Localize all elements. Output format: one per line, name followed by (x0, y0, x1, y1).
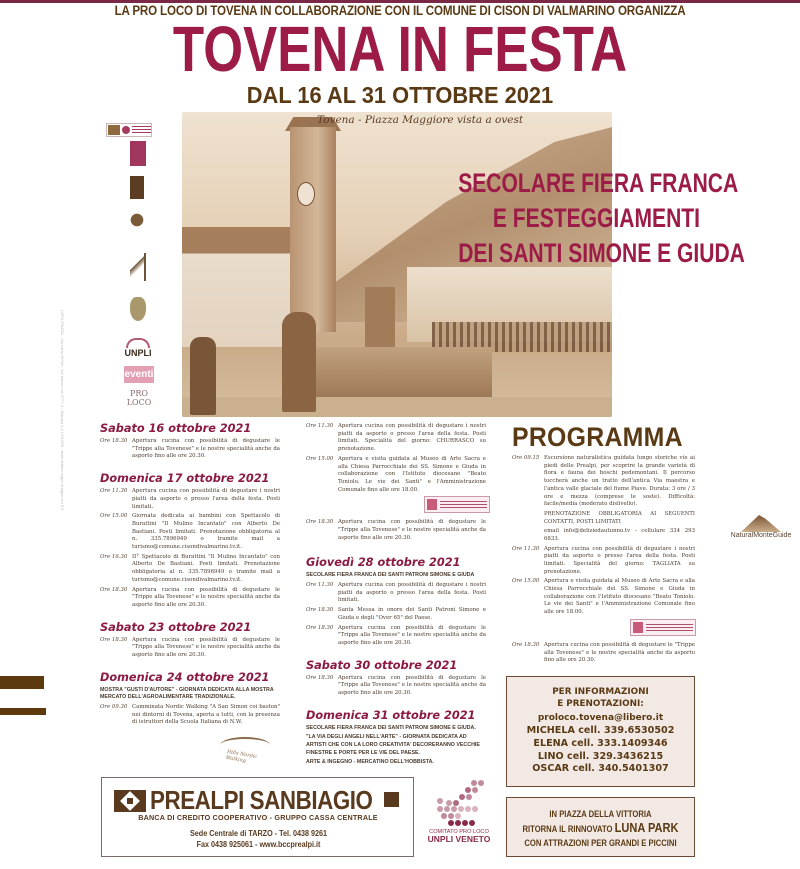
printer-credit (704, 800, 709, 850)
contact-email[interactable]: proloco.tovena@libero.it (537, 713, 664, 723)
contact-phone: ELENA cell. 333.1409346 (533, 737, 668, 749)
program-column-1 (100, 422, 280, 767)
event-dates: DAL 16 AL 31 OTTOBRE 2021 (246, 82, 554, 108)
natural-monte-guide-logo: NaturalMonteGuide (726, 515, 796, 555)
day-note: ARTE & INGEGNO - MERCATINO DELL'HOBBISTA. (306, 759, 434, 766)
unpli-logo-icon: UNPLI (122, 338, 154, 360)
clock-icon (297, 182, 315, 206)
sponsor-box: PREALPI SANBIAGIO BANCA DI CREDITO COOPERATIVO - GRUPPO CASSA CENTRALE Sede Centrale di TARZO - Tel. 0438 9261 Fax 0438 925061 - www.bccprealpi.it (101, 777, 414, 857)
programma-heading: PROGRAMMA (512, 422, 683, 452)
eventi-logo-icon: eventi (124, 366, 154, 383)
consorzio-pro-loco-logo-icon (130, 253, 146, 281)
event-item: Ore 18.30 Apertura cucina con possibilità di degustare le "Trippe alla Tovenese" e le nostre specialità anche da asporto fino alle ore 20.30. (100, 586, 280, 608)
program-column-3 (512, 423, 695, 667)
event-item: Ore 11.30 Apertura cucina con possibilità di degustare i nostri piatti da asporto o presso l'area della festa. Posti limitati. (306, 582, 486, 604)
day-title: Sabato 30 ottobre 2021 (306, 658, 458, 672)
day-title: Domenica 31 ottobre 2021 (306, 708, 476, 722)
contact-phone: OSCAR cell. 340.5401307 (532, 763, 669, 775)
sponsor-website[interactable]: Fax 0438 925061 - www.bccprealpi.it (196, 840, 321, 849)
mountain-icon (741, 515, 781, 532)
luna-park-box: IN PIAZZA DELLA VITTORIA RITORNA IL RINNOVATO LUNA PARK CON ATTRAZIONI PER GRANDI E PICCINI (506, 797, 695, 857)
pro-loco-tovena-logo-icon (125, 204, 149, 236)
day-title: Domenica 17 ottobre 2021 (100, 472, 270, 486)
museo-logo-icon (130, 176, 144, 199)
event-item: Ore 15.00 Giornata dedicata ai bambini con Spettacolo di Burattini "Il Mulino Incantato" con Alberto De Bastiani. Posti limitati. Prenotazione obbligatoria al n. 335.7896949 o tramite mail a turismo@comune.cisondivalmarino.tv.it. (100, 513, 280, 551)
day-note: SECOLARE FIERA FRANCA DEI SANTI PATRONI SIMONE E GIUDA (306, 572, 475, 579)
day-note: "LA VIA DEGLI ANGELI NELL'ARTE" - GIORNATA DEDICATA AD ARTISTI CHE CON LA LORO CREATIVITA' DECORERANNO VECCHIE FINESTRE E PORTE PER LE VIE DEL PAESE. (306, 734, 480, 756)
day-title: Sabato 16 ottobre 2021 (100, 422, 252, 435)
info-box: PER INFORMAZIONI E PRENOTAZIONI: proloco.tovena@libero.it MICHELA cell. 339.6530502 ELENA cell. 333.1409346 LINO cell. 329.3436215 OSCAR cell. 340.5401307 (506, 676, 695, 787)
event-item: Ore 18.30 Apertura cucina con possibilità di degustare le "Trippe alla Tovenese" e le nostre specialità anche da asporto fino alle ore 20.30. (100, 438, 280, 460)
sponsor-name: PREALPI SANBIAGIO (150, 785, 373, 815)
poster-title: TOVENA IN FESTA (172, 13, 628, 85)
nordic-walking-logo-icon: Hills Nordic Walking (212, 733, 274, 767)
event-item: Ore 18.30 Apertura cucina con possibilità di degustare le "Trippe alla Tovenese" e le nostre specialità anche da asporto fino alle ore 20.30. (306, 624, 486, 646)
booking-title: PRENOTAZIONE OBBLIGATORIA AI SEGUENTI CONTATTI, POSTI LIMITATI (544, 510, 695, 525)
day-note: MOSTRA "GUSTI D'AUTORE" - GIORNATA DEDICATA ALLA MOSTRA MERCATO DELL'AGROALIMENTARE TRADIZIONALE. (100, 686, 274, 701)
sponsor-square-icon (384, 792, 399, 807)
event-item: Ore 11.30 Apertura cucina con possibilità di degustare i nostri piatti da asporto o presso l'area della festa. Posti limitati. Specialità del giorno: TAGLIATA su prenotazione. (512, 545, 695, 575)
bell-tower (290, 127, 336, 332)
event-item: Ore 15.00 Apertura e visita guidata al Museo di Arte Sacra e alla Chiesa Parrocchiale dei SS. Simone e Giuda in collaborazione con l'Istituto diocesano "Beato Toniolo. Le vie dei Santi" e l'Amministrazione Comunale fino alle ore 18.00. (512, 578, 695, 616)
beato-toniolo-banner-icon (424, 496, 490, 513)
cut-mark (0, 708, 46, 715)
photo-caption: Tovena - Piazza Maggiore vista a ovest (317, 114, 524, 126)
unpli-veneto-logo: COMITATO PRO LOCO UNPLI VENETO (424, 778, 494, 858)
event-item: Ore 18.30 Apertura cucina con possibilità di degustare le "Trippe alla Tovenese" e le nostre specialità anche da asporto fino alle ore 20.30. (306, 674, 486, 697)
program-column-2 (306, 423, 486, 769)
event-item: Ore 15.00 Apertura e visita guidata al Museo di Arte Sacra e alla Chiesa Parrocchiale dei SS. Simone e Giuda in collaborazione con l'Istituto diocesano "Beato Toniolo. Le vie dei Santi" e l'Amministrazione Comunale fino alle ore 18.00. (306, 455, 486, 493)
partner-logos (104, 120, 156, 405)
contact-phone: MICHELA cell. 339.6530502 (526, 725, 675, 736)
fiera-headline: SECOLARE FIERA FRANCA E FESTEGGIAMENTI DEI SANTI SIMONE E GIUDA (458, 168, 745, 268)
event-item: Ore 16.30 II° Spettacolo di Burattini "Il Mulino Incantato" con Alberto De Bastiani. Posti limitati. Prenotazione obbligatoria al n. 335.7896949 o tramite mail a turismo@comune.cisondivalmarino.tv.it. (100, 553, 280, 583)
day-title: Domenica 24 ottobre 2021 (100, 670, 270, 684)
event-item: Ore 18.30 Apertura cucina con possibilità di degustare le "Trippe alla Tovenese" e le nostre specialità anche da asporto fino alle ore 20.30. (100, 636, 280, 659)
fountain (297, 347, 492, 402)
booking-contact: email info@deliziedautunno.tv - cellulare 334 293 6833. (544, 528, 695, 542)
comune-cison-crest-icon (130, 297, 146, 321)
event-item: Ore 11.30 Apertura cucina con possibilità di degustare i nostri piatti da asporto o presso l'area della festa. Posti limitati. (100, 488, 280, 510)
event-item: Ore 09.30 Camminata Nordic Walking "A San Simon coi baston" nei dintorni di Tovena, aperta a tutti, con la presenza di istruttori della Scuola Italiana di N.W. (100, 703, 280, 726)
event-item: Ore 18.30 Santa Messa in onore dei Santi Patroni Simone e Giuda e degli "Over 65" del Paese. (306, 607, 486, 621)
cut-mark (0, 676, 44, 689)
pro-loco-logo-icon: PRO LOCO (126, 389, 152, 407)
veneto-dots-map-icon (433, 778, 485, 828)
prealpi-diamond-logo-icon (114, 790, 146, 812)
day-title: Giovedì 28 ottobre 2021 (306, 556, 461, 570)
provincia-logo-icon (130, 141, 146, 166)
beato-toniolo-banner-icon (630, 619, 696, 636)
organizer-subtitle: LA PRO LOCO DI TOVENA IN COLLABORAZIONE CON IL COMUNE DI CISON DI VALMARINO ORGANIZZA (114, 3, 686, 18)
print-specs: LATO PIAZZA - f.to carta 60*48 - f.to bianco cm 57*7,4 - Stampa a 2 COLORI - testo lettera segni di taglio cm 6,5 (60, 310, 65, 511)
day-note: SECOLARE FIERA FRANCA DEI SANTI PATRONI SIMONE E GIUDA. (306, 724, 476, 731)
event-item: Ore 18.30 Apertura cucina con possibilità di degustare le "Trippe alla Tovenese" e le nostre specialità anche da asporto fino alle ore 20.30. (306, 519, 486, 541)
event-item: Ore 11.30 Apertura cucina con possibilità di degustare i nostri piatti da asporto o presso l'area della festa. Posti limitati. Specialità del giorno: CHURRASCO su prenotazione. (306, 423, 486, 453)
contact-phone: LINO cell. 329.3436215 (537, 750, 664, 762)
day-title: Sabato 23 ottobre 2021 (100, 620, 252, 634)
regione-veneto-logo-icon (106, 123, 152, 137)
event-item: Ore 18.30 Apertura cucina con possibilità di degustare le "Trippe alla Tovenese" e le nostre specialità anche da asporto fino alle ore 20.30. (512, 641, 695, 664)
event-item: Ore 09.15 Escursione naturalistica guidata lungo storiche vie ai piedi delle Prealpi, per scoprire la grande varietà di flora e fauna dei boschi pedemontani. Il percorso toccherà anche un tratto dell'antica Via maestra e l'antica valle glaciale del fiume Piave. Durata: 3 ore / 3 ore e mezza (comprese le soste). Difficoltà: facile/media (moderato dislivello). (512, 455, 695, 508)
